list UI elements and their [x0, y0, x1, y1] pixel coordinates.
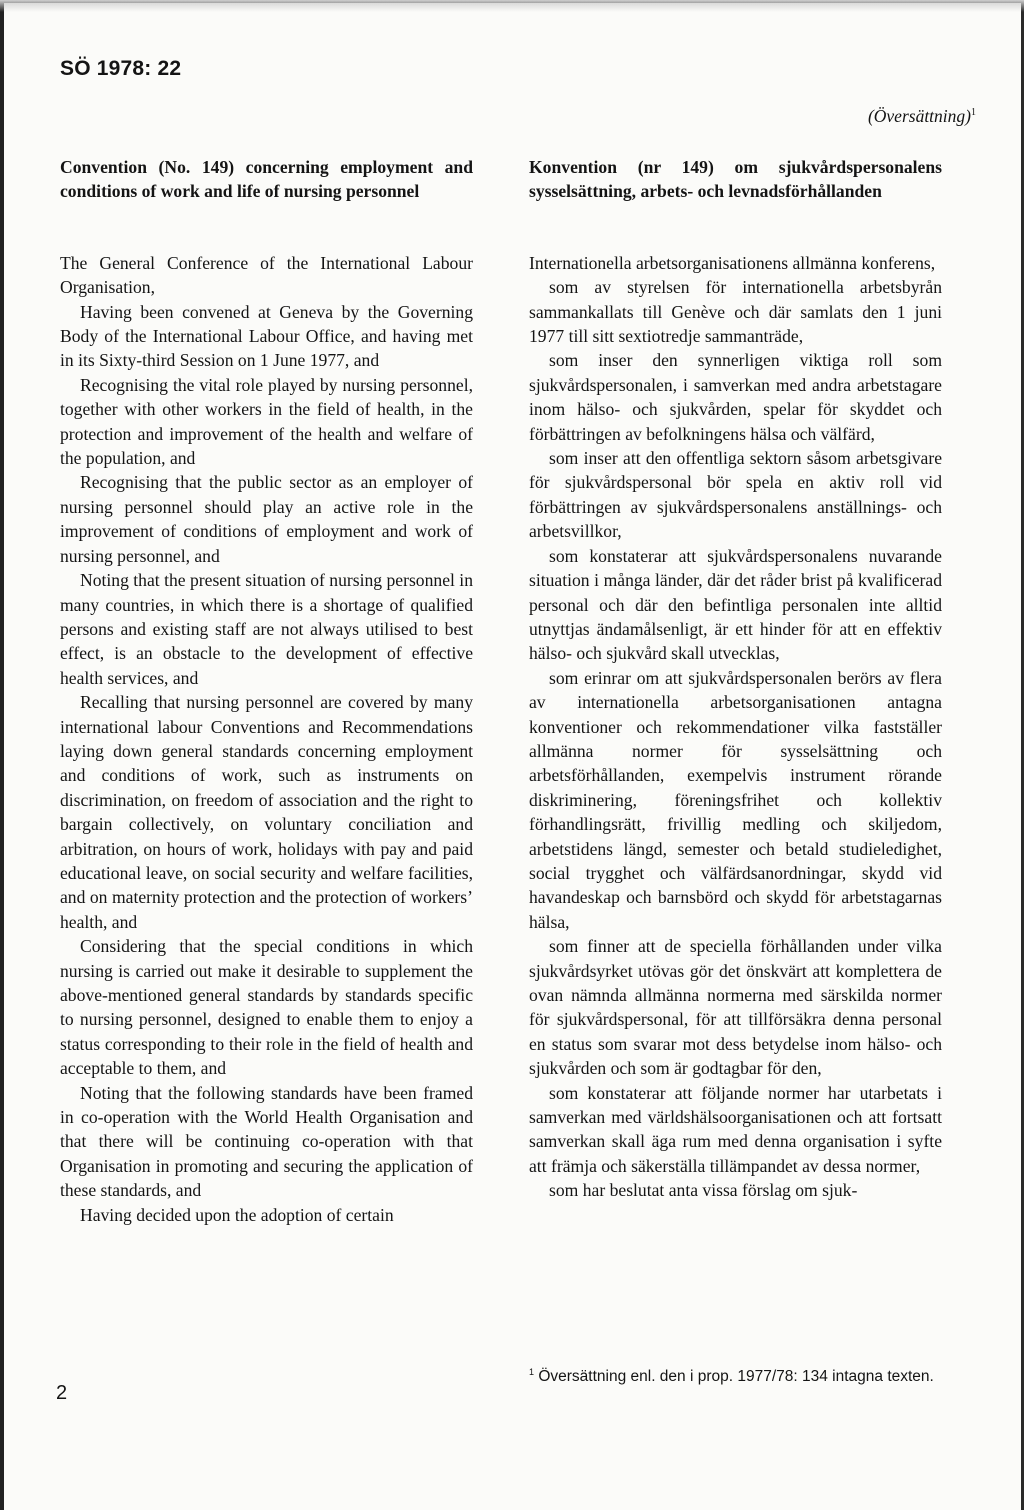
swedish-paragraph: som inser att den offentliga sektorn såsom arbetsgivare för sjukvårdspersonal bör spela en aktiv roll vid förbättringen av sjukvårdspersonalens anställnings- och arbetsvillkor, [529, 448, 942, 542]
swedish-title: Konvention (nr 149) om sjukvårdspersonalens sysselsättning, arbets- och levnadsförhållanden [529, 157, 942, 202]
english-paragraph: The General Conference of the International Labour Organisation, [60, 252, 473, 298]
english-paragraph: Having been convened at Geneva by the Governing Body of the International Labour Office, and having met in its Sixty-third Session on 1 June 1977, and [60, 301, 473, 371]
series-number: SÖ 1978: 22 [60, 57, 182, 80]
english-paragraph: Recognising the vital role played by nursing personnel, together with other workers in the field of health, in the protection and improvement of the health and welfare of the population, and [60, 374, 473, 469]
swedish-paragraph: som konstaterar att följande normer har utarbetats i samverkan med världshälsoorganisationen och att fortsatt samverkan skall äga rum med denna organisation i syfte att främja och säkerställa tillämpandet av dessa normer, [529, 1082, 942, 1176]
swedish-paragraph: som finner att de speciella förhållanden under vilka sjukvårdsyrket utövas gör det önskvärt att komplettera de ovan nämnda allmänna normerna med särskilda normer för sjukvårdspersonal, för att tillförsäkra denna personal en status som svarar mot dess betydelse inom hälso- och sjukvården och som är godtagbar för den, [529, 936, 942, 1079]
english-column [60, 155, 473, 1227]
swedish-paragraph: som har beslutat anta vissa förslag om sjuk- [549, 1180, 858, 1201]
swedish-paragraph: Internationella arbetsorganisationens allmänna konferens, [529, 252, 936, 273]
english-paragraph: Noting that the present situation of nursing personnel in many countries, in which there is a shortage of qualified persons and existing staff are not always utilised to best effect, is an obstacle to the development of effective health services, and [60, 570, 473, 688]
footnote [529, 1362, 949, 1387]
footnote-marker: 1 [529, 1367, 535, 1377]
translation-note [868, 106, 976, 127]
english-paragraph: Recalling that nursing personnel are covered by many international labour Conventions and Recommendations laying down general standards concerning employment and conditions of work, such as instruments on discrimination, on freedom of association and the right to bargain collectively, on voluntary conciliation and arbitration, on hours of work, holidays with pay and paid educational leave, on social security and welfare facilities, and on maternity protection and the protection of workers’ health, and [60, 692, 473, 932]
translation-footnote-marker: 1 [971, 107, 976, 119]
swedish-paragraph: som av styrelsen för internationella arbetsbyrån sammankallats till Genève och där samlats den 1 juni 1977 till sitt sextiotredje sammanträde, [529, 277, 942, 347]
swedish-paragraph: som konstaterar att sjukvårdspersonalens nuvarande situation i många länder, där det råder brist på kvalificerad personal och där den befintliga personalen inte alltid utnyttjas ändamålsenligt, är ett hinder för att en effektiv hälso- och sjukvård skall utvecklas, [529, 545, 942, 664]
english-paragraph: Considering that the special conditions in which nursing is carried out make it desirable to supplement the above-mentioned general standards by standards specific to nursing personnel, designed to enable them to enjoy a status corresponding to their role in the field of health and acceptable to them, and [60, 936, 473, 1079]
swedish-body [529, 251, 942, 1203]
page-number: 2 [56, 1382, 68, 1404]
english-paragraph: Having decided upon the adoption of certain [80, 1204, 394, 1225]
translation-note-text: (Översättning) [867, 106, 971, 126]
english-paragraph: Recognising that the public sector as an employer of nursing personnel should play an active role in the improvement of conditions of employment and work of nursing personnel, and [60, 472, 473, 566]
scan-shading [0, 0, 1024, 12]
swedish-paragraph: som erinrar om att sjukvårdspersonalen berörs av flera av internationella arbetsorganisationen antagna konventioner och rekommendationer vilka fastställer allmänna normer för sysselsättning och arbetsförhållanden, exempelvis instrument rörande diskriminering, föreningsfrihet och kollektiv förhandlingsrätt, frivillig medling och skiljedom, arbetstidens längd, semester och betald studieledighet, social trygghet och välfärdsanordningar, skydd vid havandeskap och barnsbörd och skydd för arbetstagarnas hälsa, [529, 667, 942, 932]
swedish-column [529, 155, 942, 1203]
english-title: Convention (No. 149) concerning employment and conditions of work and life of nursing personnel [60, 157, 473, 202]
swedish-paragraph: som inser den synnerligen viktiga roll som sjukvårdspersonalen, i samverkan med andra arbetstagare inom hälso- och sjukvården, spelar för skyddet och förbättringen av befolkningens hälsa och välfärd, [529, 350, 942, 444]
footnote-text: Översättning enl. den i prop. 1977/78: 134 intagna texten. [538, 1368, 934, 1386]
english-paragraph: Noting that the following standards have been framed in co-operation with the World Health Organisation and that there will be continuing co-operation with that Organisation in promoting and securing the application of these standards, and [60, 1082, 473, 1201]
english-body [60, 251, 473, 1227]
